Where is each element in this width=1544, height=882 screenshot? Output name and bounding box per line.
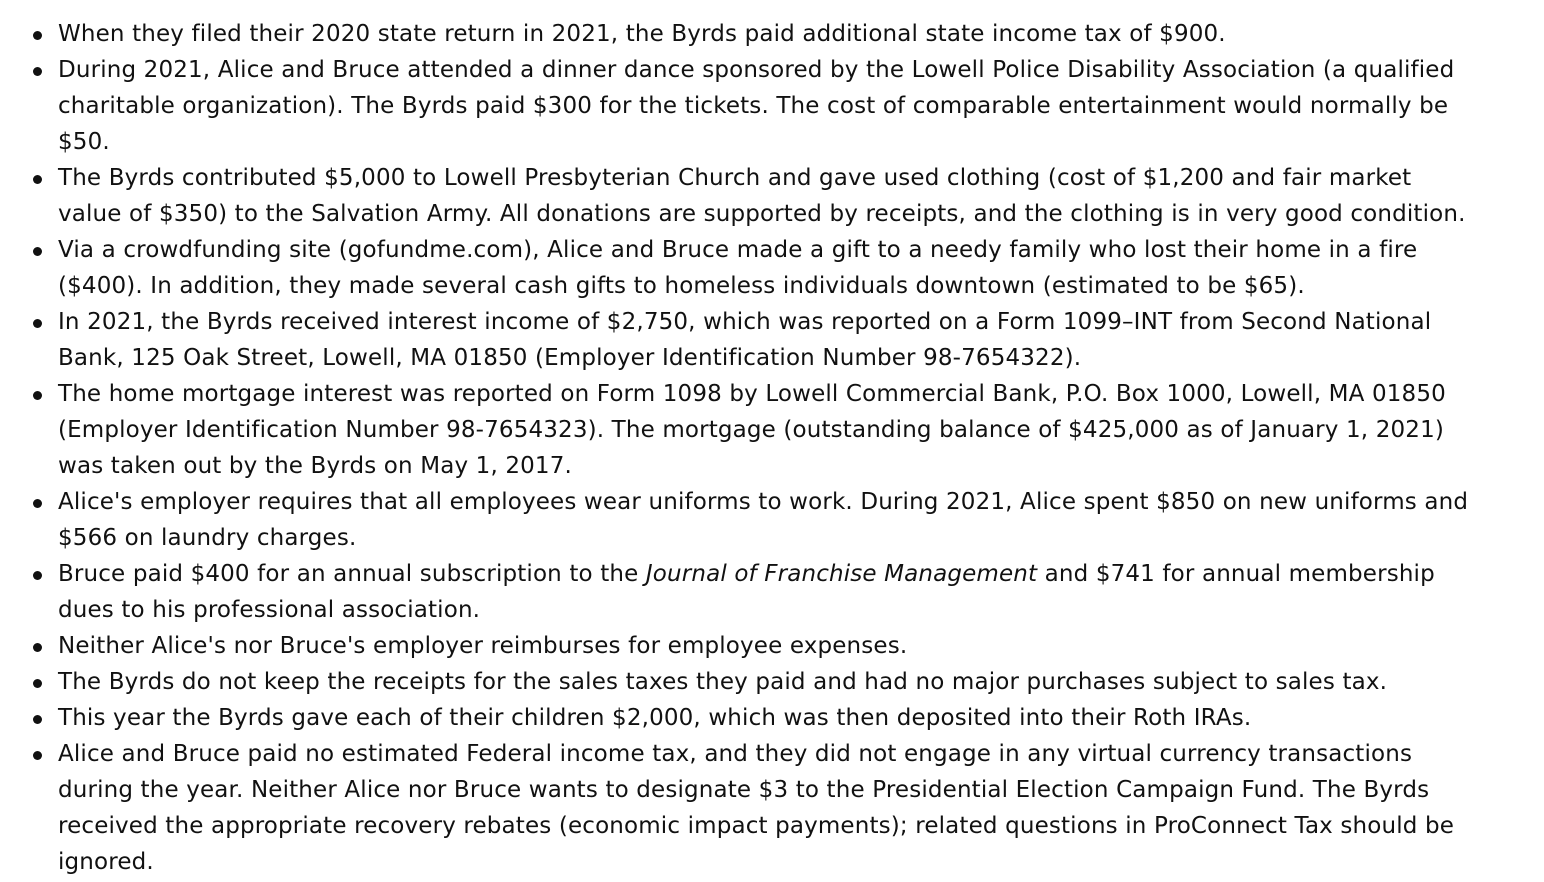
list-item-text: During 2021, Alice and Bruce attended a dinner dance sponsored by the Lowell Police Disability Association (a qualified charitable organization). The Byrds paid $300 for the tickets. The cost of comparable entertainment would normally be $50.	[58, 57, 1455, 155]
list-item-text	[58, 556, 1530, 628]
bullet-icon	[33, 31, 42, 40]
list-item-text: When they filed their 2020 state return in 2021, the Byrds paid additional state income tax of $900.	[58, 21, 1226, 47]
list-item-text: Alice's employer requires that all employees wear uniforms to work. During 2021, Alice spent $850 on new uniforms and $566 on laundry charges.	[58, 489, 1469, 551]
bullet-icon	[33, 643, 42, 652]
bullet-icon	[33, 751, 42, 760]
list-item	[0, 664, 1544, 700]
list-item-text: This year the Byrds gave each of their children $2,000, which was then deposited into their Roth IRAs.	[58, 705, 1252, 731]
bullet-icon	[33, 67, 42, 76]
list-item	[0, 232, 1544, 304]
bullet-icon	[33, 247, 42, 256]
list-item-text-before: Bruce paid $400 for an annual subscription to the	[58, 561, 646, 587]
list-item	[0, 16, 1544, 52]
list-item-text: The Byrds do not keep the receipts for the sales taxes they paid and had no major purchases subject to sales tax.	[58, 669, 1388, 695]
list-item-text: Alice and Bruce paid no estimated Federal income tax, and they did not engage in any virtual currency transactions during the year. Neither Alice nor Bruce wants to designate $3 to the Presidential Election Campaign Fund. The Byrds received the appropriate recovery rebates (economic impact payments); related questions in ProConnect Tax should be ignored.	[58, 741, 1455, 875]
list-item-text: Neither Alice's nor Bruce's employer reimburses for employee expenses.	[58, 633, 908, 659]
bullet-icon	[33, 679, 42, 688]
list-item	[0, 52, 1544, 160]
list-item-text: Via a crowdfunding site (gofundme.com), Alice and Bruce made a gift to a needy family who lost their home in a fire ($400). In addition, they made several cash gifts to homeless individuals downtown (estimated to be $65).	[58, 237, 1418, 299]
bullet-icon	[33, 571, 42, 580]
list-item-text: The home mortgage interest was reported on Form 1098 by Lowell Commercial Bank, P.O. Box 1000, Lowell, MA 01850 (Employer Identification Number 98-7654323). The mortgage (outstanding balance of $425,000 as of January 1, 2021) was taken out by the Byrds on May 1, 2017.	[58, 381, 1446, 479]
fact-bullet-list	[0, 16, 1544, 880]
list-item	[0, 304, 1544, 376]
bullet-icon	[33, 175, 42, 184]
list-item	[0, 556, 1544, 628]
list-item	[0, 736, 1544, 880]
list-item	[0, 700, 1544, 736]
list-item-text: In 2021, the Byrds received interest income of $2,750, which was reported on a Form 1099–INT from Second National Bank, 125 Oak Street, Lowell, MA 01850 (Employer Identification Number 98-7654322).	[58, 309, 1432, 371]
list-item-text-after: and $741 for annual membership dues to his professional association.	[58, 561, 1435, 623]
bullet-icon	[33, 391, 42, 400]
bullet-icon	[33, 499, 42, 508]
bullet-icon	[33, 319, 42, 328]
list-item	[0, 160, 1544, 232]
journal-title: Journal of Franchise Management	[645, 561, 1038, 587]
list-item	[0, 484, 1544, 556]
list-item-text: The Byrds contributed $5,000 to Lowell Presbyterian Church and gave used clothing (cost of $1,200 and fair market value of $350) to the Salvation Army. All donations are supported by receipts, and the clothing is in very good condition.	[58, 165, 1466, 227]
list-item	[0, 628, 1544, 664]
bullet-icon	[33, 715, 42, 724]
list-item	[0, 376, 1544, 484]
